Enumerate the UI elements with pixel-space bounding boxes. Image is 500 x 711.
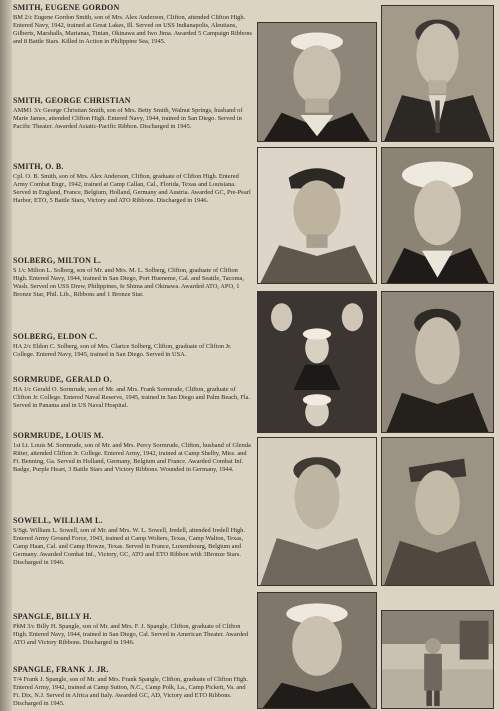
portrait-suit-icon — [382, 6, 493, 141]
entry-bio: AMM1 3/c George Christian Smith, son of Mrs. Betty Smith, Walnut Springs, husband of Marie James, attended Clifton High. Entered Navy, 1944, trained in San Diego. Served in Pacific Theater. Awarded Asiatic-Pacific Ribbon. Discharged in 1945. — [13, 107, 243, 130]
photo-4 — [381, 147, 494, 284]
portrait-sailor-icon — [258, 593, 376, 708]
portrait-suit-icon — [382, 292, 493, 432]
entry-name: SMITH, O. B. — [13, 162, 64, 171]
entry-bio: S/Sgt. William L. Sowell, son of Mr. and Mrs. W. L. Sowell, Iredell, attended Iredell High. Entered Army Ground Force, 1943, trained at Camp Wolters, Texas, Camp Walton, Texas, Camp Haan, Cal. and Camp Howze, Texas. Served in France, Luxembourg, Belgium and Germany. Awarded Combat Inf., Victory, GC, ATO and ETO Ribbon with 3Bronze Stars. Discharged in 1946. — [13, 527, 245, 566]
portrait-army-icon — [258, 148, 376, 283]
entry-smith-george — [13, 96, 253, 131]
entry-bio: HA 1/c Gerald O. Sormrude, son of Mr. and Mrs. Frank Sormrude, Clifton, graduate of Clifton Jr. College. Entered Naval Reserve, 1945, trained in San Diego and Palm Beach, Fla. Served in Panama and in US Naval Hospital. — [13, 386, 251, 409]
photo-9 — [257, 592, 377, 709]
entry-bio: T/4 Frank J. Spangle, son of Mr. and Mrs. Frank Spangle, Clifton, graduate of Clifton High. Entered Army, 1942, trained at Camp Sutton, N.C., Camp Polk, La., Camp Pickett, Va. and Ft. Dix, N.J. Served in Africa and Italy. Awarded GC, AD, Victory and ETO Ribbons. Discharged in 1945. — [13, 676, 249, 707]
entry-smith-eugene — [13, 3, 253, 46]
entry-sowell-william — [13, 516, 253, 567]
entry-bio: PhM 3/c Billy H. Spangle, son of Mr. and Mrs. F. J. Spangle, Clifton, graduate of Clifton High. Entered Navy, 1944, trained in San Diego, Cal. Served in American Theater. Awarded ATO and Victory Ribbons. Discharged in 1946. — [13, 623, 249, 646]
photo-7 — [257, 437, 377, 586]
portrait-sailor-icon — [382, 148, 493, 283]
group-sailors-icon — [258, 292, 376, 432]
photo-10 — [381, 610, 494, 709]
entry-name: SORMRUDE, GERALD O. — [13, 375, 112, 384]
entry-name: SOLBERG, MILTON L. — [13, 256, 102, 265]
entry-name: SMITH, EUGENE GORDON — [13, 3, 120, 12]
photo-3 — [257, 147, 377, 284]
photo-6 — [381, 291, 494, 433]
entry-name: SOLBERG, ELDON C. — [13, 332, 98, 341]
entry-bio: 1st Lt. Louis M. Sormrude, son of Mr. and Mrs. Percy Sormrude, Clifton, husband of Glenda Ritter, attended Clifton Jr. College. Entered Army, 1942, trained at Camp Shelby, Miss. and Ft. Benning, Ga. Served in Holland, Germany, Belgium and France. Awarded Combat Inf. Badge, Purple Heart, 3 Battle Stars and Victory Ribbons. Wounded in Germany, 1944. — [13, 442, 251, 473]
photo-2 — [381, 5, 494, 142]
entry-name: SMITH, GEORGE CHRISTIAN — [13, 96, 131, 105]
entry-smith-ob — [13, 162, 253, 205]
standing-outdoors-icon — [382, 611, 493, 708]
entry-name: SPANGLE, BILLY H. — [13, 612, 92, 621]
entry-spangle-billy — [13, 612, 253, 647]
portrait-garrison-cap-icon — [382, 438, 493, 585]
portrait-sailor-icon — [258, 23, 376, 141]
entry-solberg-milton — [13, 256, 253, 299]
entry-bio: BM 2/c Eugene Gordon Smith, son of Mrs. Alex Anderson, Clifton, attended Clifton High. Entered Navy, 1942, trained at Great Lakes, Ill. Served on USS Indianapolis, Aleutians, Gilberts, Marshalls, Marianas, Tinian, Okinawa and Iwo Jima. Awarded 5 Campaign Ribbons and 8 Battle Stars. Killed in Action in Philippine Sea, 1945. — [13, 14, 253, 45]
entry-spangle-frank — [13, 665, 253, 708]
photo-5 — [257, 291, 377, 433]
book-gutter — [0, 0, 12, 711]
entry-bio: Cpl. O. B. Smith, son of Mrs. Alex Anderson, Clifton, graduate of Clifton High. Entered Army Combat Engr., 1942, trained at Camp Callan, Cal., Florida, Texas and Louisiana. Served in England, France, Belgium, Holland, Germany and Austria. Awarded GC, Pre-Pearl Harbor, ETO, 5 Battle Stars, Victory and ATO Ribbons. Discharged in 1946. — [13, 173, 251, 204]
entry-solberg-eldon — [13, 332, 253, 359]
entry-sormrude-louis — [13, 431, 253, 474]
portrait-army-icon — [258, 438, 376, 585]
entry-bio: S 1/c Milton L. Solberg, son of Mr. and Mrs. M. L. Solberg, Clifton, graduate of Clifton High. Entered Navy, 1944, trained in San Diego, Port Hueneme, Cal. and Seattle, Tacoma, Wash. Served on USS Drew, Philippines, Ie Shima and Okinawa. Awarded ATO, APO, 1 Bronze Star, Phil. Lib., Ribbons and 1 Bronze Star. — [13, 267, 244, 298]
photo-1 — [257, 22, 377, 142]
entry-name: SPANGLE, FRANK J. JR. — [13, 665, 109, 674]
entry-name: SOWELL, WILLIAM L. — [13, 516, 103, 525]
entry-sormrude-gerald — [13, 375, 253, 410]
entry-bio: HA 2/c Eldon C. Solberg, son of Mrs. Clarice Solberg, Clifton, graduate of Clifton Jr. College. Entered Navy, 1945, trained in San Diego. Served in USA. — [13, 343, 232, 358]
photo-8 — [381, 437, 494, 586]
entry-name: SORMRUDE, LOUIS M. — [13, 431, 104, 440]
